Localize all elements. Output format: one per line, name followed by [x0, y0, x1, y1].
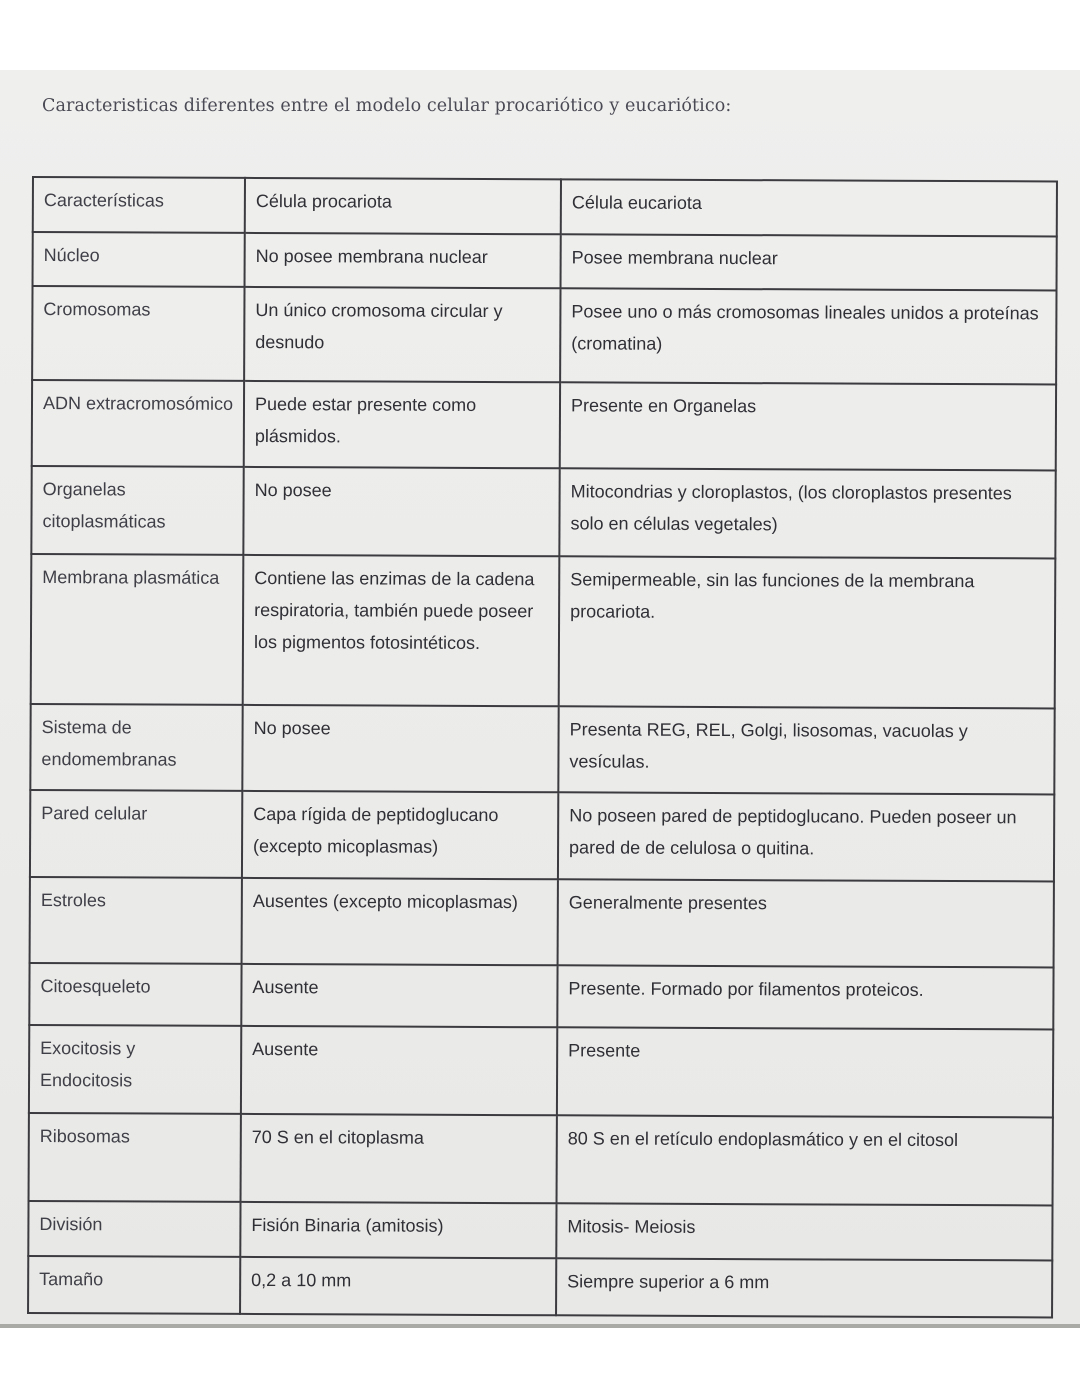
eukaryote-cell: No poseen pared de peptidoglucano. Pueden poseer un pared de de celulosa o quitina.	[558, 792, 1054, 881]
prokaryote-cell: Puede estar presente como plásmidos.	[244, 381, 560, 468]
eukaryote-cell: Presente	[557, 1027, 1053, 1117]
prokaryote-cell: No posee membrana nuclear	[245, 233, 561, 288]
row-label-cell: Núcleo	[33, 232, 245, 287]
table-row	[29, 963, 1053, 1029]
row-label-cell: Tamaño	[28, 1256, 240, 1314]
eukaryote-cell: Semipermeable, sin las funciones de la membrana procariota.	[559, 556, 1056, 708]
prokaryote-cell: Ausentes (excepto micoplasmas)	[242, 878, 558, 965]
paper-edge-shadow	[0, 1324, 1080, 1328]
row-label-cell: Organelas citoplasmáticas	[31, 466, 243, 555]
header-cell: Características	[33, 177, 245, 233]
eukaryote-cell: Posee membrana nuclear	[561, 234, 1057, 290]
row-label-cell: Citoesqueleto	[29, 963, 241, 1026]
header-cell: Célula procariota	[245, 178, 561, 234]
eukaryote-cell: Presente. Formado por filamentos proteicos.	[557, 965, 1053, 1029]
table-row	[31, 466, 1055, 558]
eukaryote-cell: Posee uno o más cromosomas lineales unidos a proteínas (cromatina)	[560, 288, 1056, 384]
row-label-cell: Sistema de endomembranas	[30, 704, 242, 791]
row-label-cell: Cromosomas	[32, 286, 244, 381]
eukaryote-cell: Mitocondrias y cloroplastos, (los cloroplastos presentes solo en células vegetales)	[559, 468, 1055, 558]
table-row	[30, 790, 1054, 881]
table-row	[28, 1201, 1052, 1260]
table-row	[29, 1025, 1053, 1117]
prokaryote-cell: Ausente	[241, 1026, 557, 1115]
prokaryote-cell: No posee	[243, 467, 559, 556]
table-row	[32, 286, 1056, 384]
table-row	[28, 1256, 1052, 1317]
row-label-cell: ADN extracromosómico	[32, 380, 244, 467]
eukaryote-cell: Presente en Organelas	[560, 382, 1056, 470]
row-label-cell: Membrana plasmática	[31, 554, 244, 705]
comparison-table	[27, 176, 1058, 1318]
row-label-cell: Ribosomas	[29, 1113, 241, 1202]
prokaryote-cell: 70 S en el citoplasma	[241, 1114, 557, 1203]
table-row	[33, 232, 1057, 290]
eukaryote-cell: Presenta REG, REL, Golgi, lisosomas, vacuolas y vesículas.	[558, 706, 1054, 794]
row-label-cell: Exocitosis y Endocitosis	[29, 1025, 241, 1114]
prokaryote-cell: 0,2 a 10 mm	[240, 1257, 556, 1315]
eukaryote-cell: 80 S en el retículo endoplasmático y en el citosol	[557, 1115, 1053, 1205]
prokaryote-cell: Ausente	[241, 964, 557, 1027]
row-label-cell: Estroles	[30, 877, 242, 964]
table-row	[30, 877, 1054, 967]
header-cell: Célula eucariota	[561, 179, 1057, 236]
prokaryote-cell: Contiene las enzimas de la cadena respiratoria, también puede poseer los pigmentos fotosintéticos.	[243, 555, 560, 706]
eukaryote-cell: Generalmente presentes	[558, 879, 1054, 967]
prokaryote-cell: Capa rígida de peptidoglucano (excepto micoplasmas)	[242, 791, 558, 879]
table-row	[32, 380, 1056, 470]
prokaryote-cell: No posee	[242, 705, 558, 792]
prokaryote-cell: Un único cromosoma circular y desnudo	[244, 287, 560, 382]
document-title: Caracteristicas diferentes entre el modelo celular procariótico y eucariótico:	[42, 96, 732, 116]
row-label-cell: División	[28, 1201, 240, 1257]
table-row	[31, 554, 1056, 708]
eukaryote-cell: Mitosis- Meiosis	[556, 1203, 1052, 1260]
table-row	[29, 1113, 1053, 1205]
table-row	[30, 704, 1054, 794]
eukaryote-cell: Siempre superior a 6 mm	[556, 1258, 1052, 1317]
row-label-cell: Pared celular	[30, 790, 242, 878]
prokaryote-cell: Fisión Binaria (amitosis)	[240, 1202, 556, 1258]
table-header-row	[33, 177, 1057, 236]
